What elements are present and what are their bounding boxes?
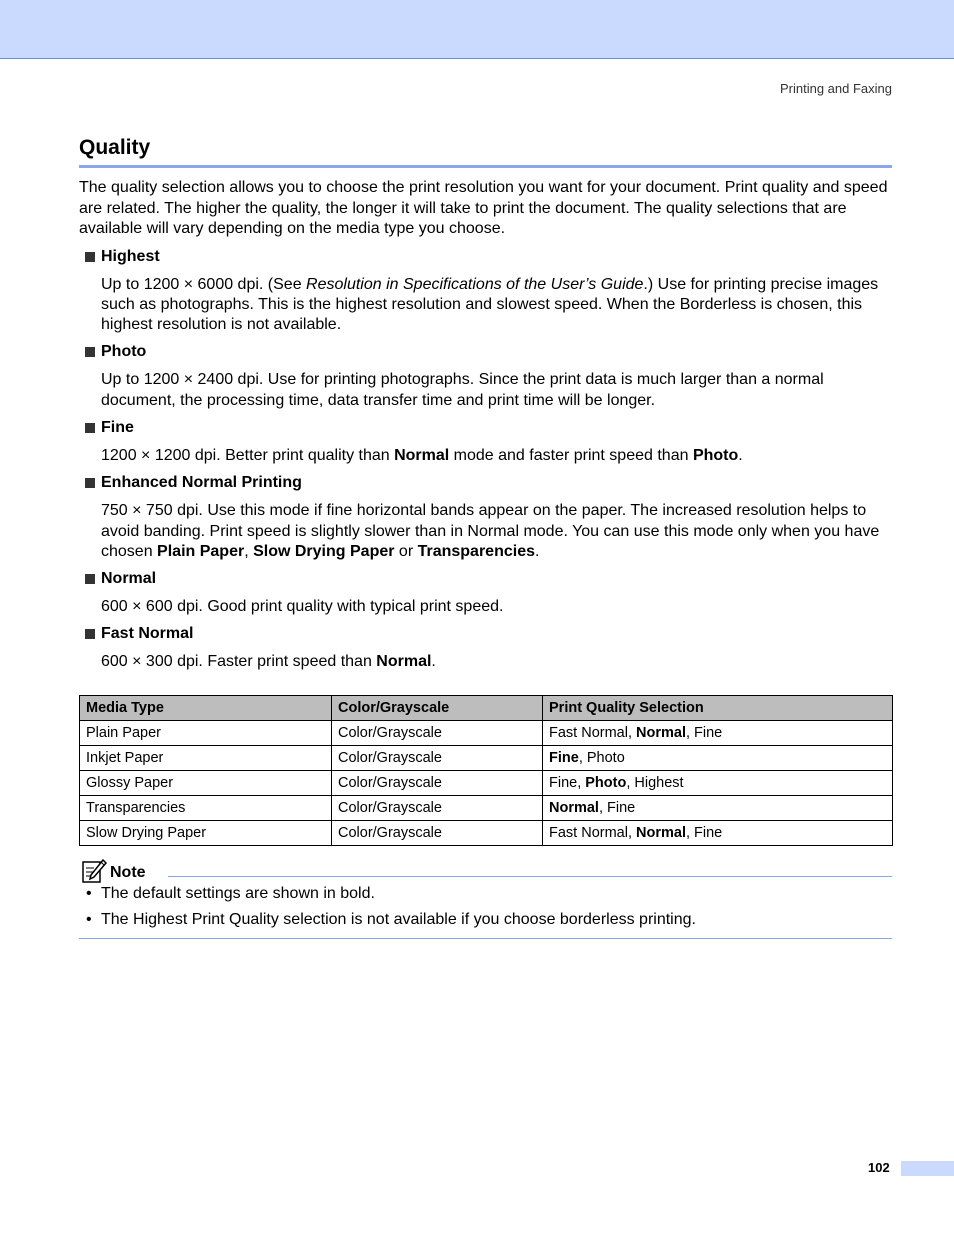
top-header-band xyxy=(0,0,954,59)
square-bullet-icon xyxy=(85,423,95,433)
quality-option-description xyxy=(101,370,892,411)
quality-options-list xyxy=(79,247,892,673)
quality-option-title xyxy=(79,418,892,438)
table-row xyxy=(80,795,893,820)
text-run: , Fine xyxy=(685,724,723,741)
bullet-icon: • xyxy=(86,910,92,928)
text-run: .) Use for printing precise images such as photographs. This is the highest resolution and slowest speed. When the Borderless is chosen, this highest resolution is not available. xyxy=(101,275,879,334)
text-run: , Fine xyxy=(685,824,723,841)
bold-text: Normal xyxy=(549,799,599,816)
cell-media-type: Inkjet Paper xyxy=(80,745,332,770)
page-number-tab xyxy=(901,1161,954,1176)
quality-option-description xyxy=(101,275,892,336)
table-body xyxy=(80,720,893,845)
bold-text: Slow Drying Paper xyxy=(253,542,395,560)
text-run: 600 × 600 dpi. Good print quality with typical print speed. xyxy=(101,598,504,616)
quality-option-title xyxy=(79,247,892,267)
quality-option-description xyxy=(101,501,892,562)
bold-text: Plain Paper xyxy=(157,542,245,560)
cell-media-type: Glossy Paper xyxy=(80,770,332,795)
quality-option-label: Photo xyxy=(101,343,147,361)
quality-option-description xyxy=(101,652,892,672)
note-label: Note xyxy=(110,863,146,881)
cell-print-quality xyxy=(543,720,893,745)
quality-option-description xyxy=(101,597,892,617)
text-run: , Fine xyxy=(598,799,636,816)
text-run: , Highest xyxy=(626,774,684,791)
text-run: Fine, xyxy=(549,774,586,791)
quality-option xyxy=(79,473,892,562)
text-run: Fast Normal, xyxy=(549,824,637,841)
note-pencil-icon xyxy=(81,858,107,884)
quality-option-title xyxy=(79,624,892,644)
cell-print-quality xyxy=(543,770,893,795)
note-list xyxy=(79,884,892,930)
bold-text: Normal xyxy=(636,724,686,741)
note-item-text: The default settings are shown in bold. xyxy=(101,884,375,902)
table-row xyxy=(80,820,893,845)
column-header-print-quality: Print Quality Selection xyxy=(543,695,893,720)
text-run: . xyxy=(535,542,540,560)
quality-option xyxy=(79,342,892,411)
cell-color-grayscale: Color/Grayscale xyxy=(332,720,543,745)
square-bullet-icon xyxy=(85,347,95,357)
quality-option-label: Fast Normal xyxy=(101,625,194,643)
intro-paragraph: The quality selection allows you to choose the print resolution you want for your document. Print quality and speed are related. The higher the quality, the longer it will take to print the document. The quality selections that are available will vary depending on the media type you choose. xyxy=(79,179,888,237)
quality-option-title xyxy=(79,569,892,589)
text-run: Up to 1200 × 2400 dpi. Use for printing photographs. Since the print data is much larger than a normal document, the processing time, data transfer time and print time will be longer. xyxy=(101,371,824,409)
bold-text: Photo xyxy=(692,446,739,464)
bold-text: Normal xyxy=(636,824,686,841)
text-run: mode and faster print speed than xyxy=(449,446,693,464)
square-bullet-icon xyxy=(85,629,95,639)
text-run: , xyxy=(244,542,254,560)
table-header-row xyxy=(80,695,893,720)
quality-table xyxy=(79,695,893,846)
table-row xyxy=(80,745,893,770)
italic-text: Resolution in Specifications of the User’s Guide xyxy=(306,275,644,293)
cell-media-type: Transparencies xyxy=(80,795,332,820)
text-run: Fast Normal, xyxy=(549,724,637,741)
square-bullet-icon xyxy=(85,574,95,584)
bold-text: Normal xyxy=(376,653,432,671)
bold-text: Normal xyxy=(394,446,450,464)
square-bullet-icon xyxy=(85,252,95,262)
cell-color-grayscale: Color/Grayscale xyxy=(332,745,543,770)
note-item-text: The Highest Print Quality selection is not available if you choose borderless printing. xyxy=(101,910,696,928)
cell-media-type: Plain Paper xyxy=(80,720,332,745)
note-box xyxy=(79,858,892,939)
quality-option-label: Enhanced Normal Printing xyxy=(101,474,302,492)
cell-media-type: Slow Drying Paper xyxy=(80,820,332,845)
text-run: . xyxy=(431,653,436,671)
note-divider xyxy=(168,876,892,877)
quality-option xyxy=(79,569,892,617)
quality-option-title xyxy=(79,473,892,493)
quality-option-label: Fine xyxy=(101,418,134,436)
column-header-media-type: Media Type xyxy=(80,695,332,720)
text-run: 600 × 300 dpi. Faster print speed than xyxy=(101,653,377,671)
text-run: or xyxy=(394,542,418,560)
bold-text: Fine xyxy=(549,749,579,766)
quality-option-description xyxy=(101,446,892,466)
cell-color-grayscale: Color/Grayscale xyxy=(332,795,543,820)
cell-print-quality xyxy=(543,820,893,845)
cell-print-quality xyxy=(543,745,893,770)
table-row xyxy=(80,770,893,795)
section-title: Quality xyxy=(79,134,892,168)
text-run: . xyxy=(738,446,743,464)
note-item xyxy=(79,910,892,930)
square-bullet-icon xyxy=(85,478,95,488)
bold-text: Photo xyxy=(585,774,627,791)
table-row xyxy=(80,720,893,745)
quality-option xyxy=(79,247,892,336)
quality-option-label: Normal xyxy=(101,570,157,588)
cell-color-grayscale: Color/Grayscale xyxy=(332,820,543,845)
bold-text: Transparencies xyxy=(417,542,535,560)
note-item xyxy=(79,884,892,904)
running-header: Printing and Faxing xyxy=(779,81,892,96)
text-run: 1200 × 1200 dpi. Better print quality than xyxy=(101,446,395,464)
column-header-color-grayscale: Color/Grayscale xyxy=(332,695,543,720)
quality-option xyxy=(79,624,892,672)
cell-color-grayscale: Color/Grayscale xyxy=(332,770,543,795)
text-run: Up to 1200 × 6000 dpi. (See xyxy=(101,275,307,293)
text-run: , Photo xyxy=(578,749,625,766)
text-run: 750 × 750 dpi. Use this mode if fine horizontal bands appear on the paper. The increased resolution helps to avoid banding. Print speed is slightly slower than in Normal mode. You can use this mode only when you have chosen xyxy=(101,502,880,560)
note-header xyxy=(79,858,892,884)
quality-option xyxy=(79,418,892,466)
cell-print-quality xyxy=(543,795,893,820)
quality-option-label: Highest xyxy=(101,247,160,265)
bullet-icon: • xyxy=(86,884,92,902)
page-number: 102 xyxy=(868,1160,890,1175)
quality-option-title xyxy=(79,342,892,362)
page-content xyxy=(79,134,892,939)
